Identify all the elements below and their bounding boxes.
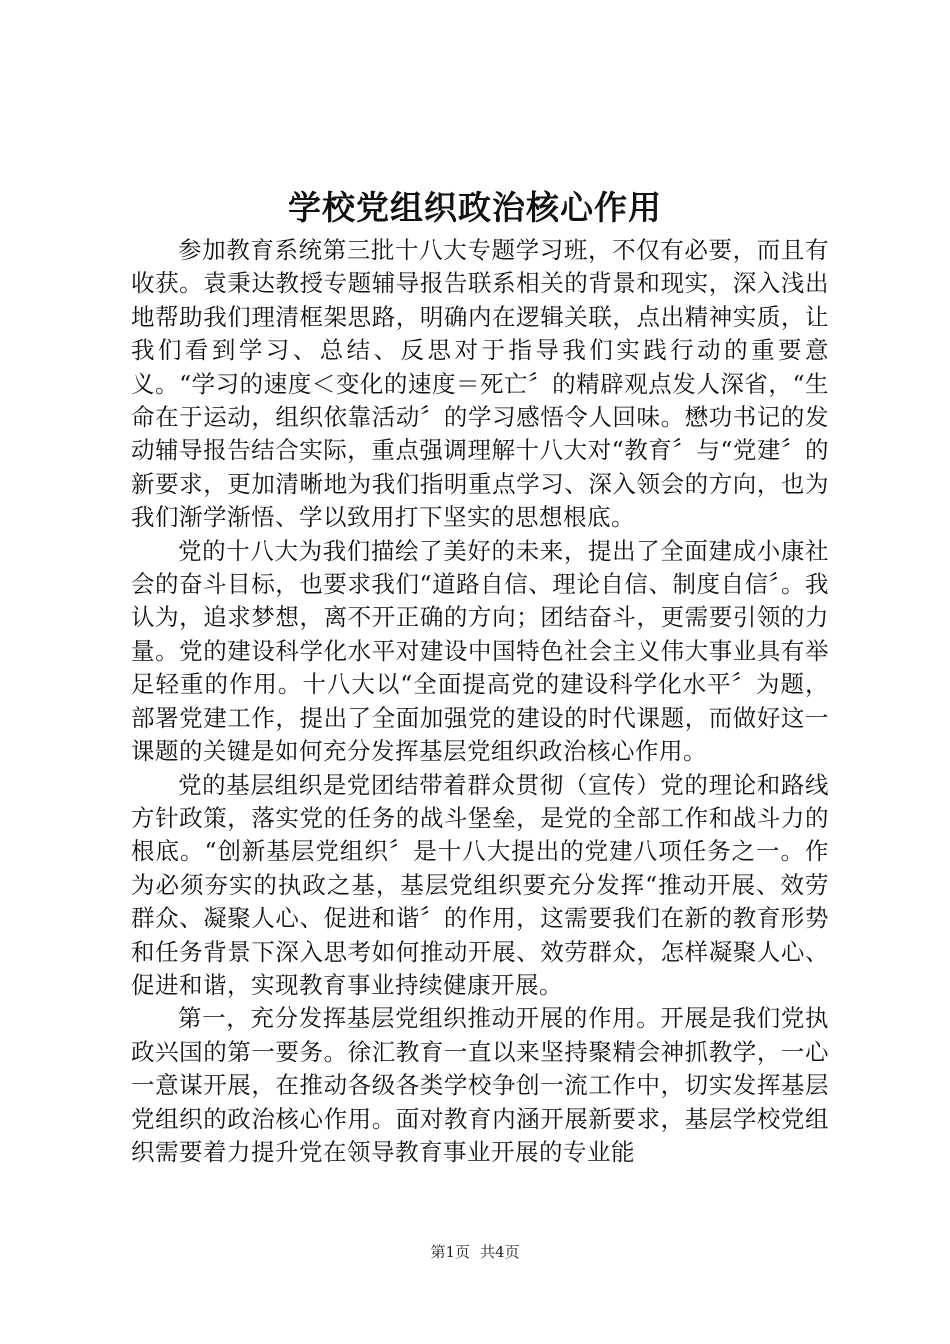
document-title: 学校党组织政治核心作用 xyxy=(288,188,662,227)
paragraph-4: 第一，充分发挥基层党组织推动开展的作用。开展是我们党执政兴国的第一要务。徐汇教育一直以来坚持聚精会神抓教学，一心一意谋开展，在推动各级各类学校争创一流工作中，切实发挥基层党组织的政治核心作用。面对教育内涵开展新要求，基层学校党组织需要着力提升党在领导教育事业开展的专业能 xyxy=(131,1004,829,1166)
document-body xyxy=(131,234,829,1169)
page-footer xyxy=(0,1242,950,1262)
page-total: 共4页 xyxy=(480,1243,520,1261)
paragraph-3: 党的基层组织是党团结带着群众贯彻（宣传）党的理论和路线方针政策，落实党的任务的战斗堡垒，是党的全部工作和战斗力的根底。“创新基层党组织〞是十八大提出的党建八项任务之一。作为必须夯实的执政之基，基层党组织要充分发挥“推动开展、效劳群众、凝聚人心、促进和谐〞的作用，这需要我们在新的教育形势和任务背景下深入思考如何推动开展、效劳群众，怎样凝聚人心、促进和谐，实现教育事业持续健康开展。 xyxy=(131,770,829,999)
paragraph-2: 党的十八大为我们描绘了美好的未来，提出了全面建成小康社会的奋斗目标，也要求我们“道路自信、理论自信、制度自信〞。我认为，追求梦想，离不开正确的方向；团结奋斗，更需要引领的力量。党的建设科学化水平对建设中国特色社会主义伟大事业具有举足轻重的作用。十八大以“全面提高党的建设科学化水平〞为题，部署党建工作，提出了全面加强党的建设的时代课题，而做好这一课题的关键是如何充分发挥基层党组织政治核心作用。 xyxy=(131,536,829,766)
page-number: 第1页 xyxy=(430,1243,470,1261)
paragraph-1: 参加教育系统第三批十八大专题学习班，不仅有必要，而且有收获。袁秉达教授专题辅导报告联系相关的背景和现实，深入浅出地帮助我们理清框架思路，明确内在逻辑关联，点出精神实质，让我们看到学习、总结、反思对于指导我们实践行动的重要意义。“学习的速度＜变化的速度＝死亡〞的精辟观点发人深省，“生命在于运动，组织依靠活动〞的学习感悟令人回味。懋功书记的发动辅导报告结合实际，重点强调理解十八大对“教育〞与“党建〞的新要求，更加清晰地为我们指明重点学习、深入领会的方向，也为我们渐学渐悟、学以致用打下坚实的思想根底。 xyxy=(131,236,829,532)
